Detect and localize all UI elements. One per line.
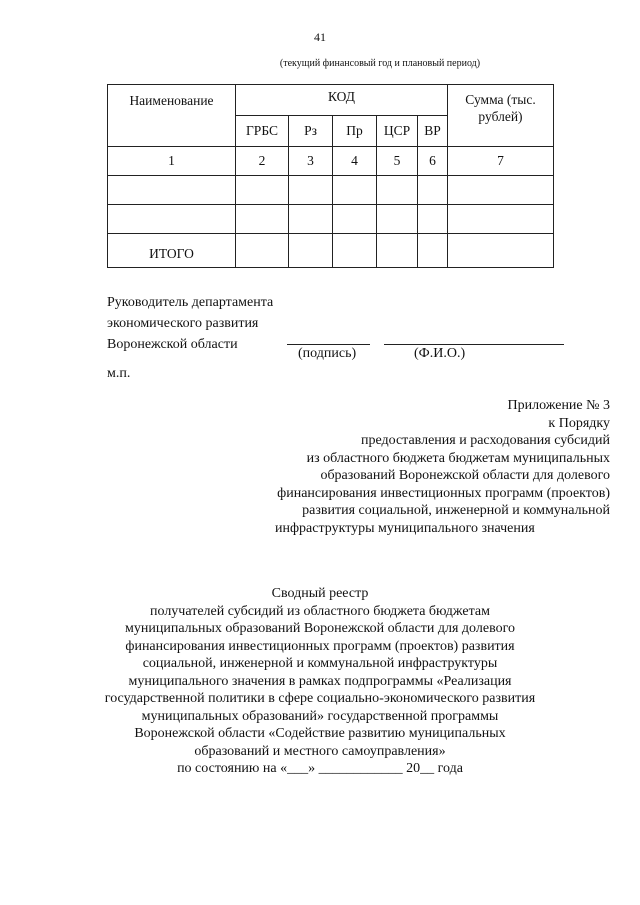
code-csr: ЦСР <box>377 116 418 147</box>
signatory-line: Воронежской области <box>107 337 238 352</box>
signature-label: (подпись) <box>298 346 357 361</box>
table-cell <box>108 176 236 205</box>
table-cell <box>236 205 289 234</box>
registry-line: Воронежской области «Содействие развитию муниципальных <box>134 726 506 741</box>
signatory-block <box>107 292 273 355</box>
col-number: 7 <box>448 147 554 176</box>
table-header-row <box>108 85 554 116</box>
header-kod: КОД <box>236 85 448 116</box>
table-total-row <box>108 234 554 268</box>
table-cell <box>289 205 333 234</box>
code-pr: Пр <box>333 116 377 147</box>
table-cell <box>333 176 377 205</box>
name-line <box>384 344 564 345</box>
code-vr: ВР <box>418 116 448 147</box>
appendix-line: предоставления и расходования субсидий <box>360 433 610 448</box>
appendix-line: Приложение № 3 <box>507 398 610 413</box>
signatory-line: экономического развития <box>107 316 259 331</box>
table-cell <box>289 234 333 268</box>
table-cell <box>418 234 448 268</box>
col-number: 2 <box>236 147 289 176</box>
table-cell <box>448 234 554 268</box>
col-number: 6 <box>418 147 448 176</box>
table-cell <box>418 205 448 234</box>
page-number: 41 <box>314 30 326 44</box>
total-label: ИТОГО <box>108 234 236 268</box>
table-cell <box>418 176 448 205</box>
stamp-placeholder: м.п. <box>107 366 131 381</box>
appendix-line: образований Воронежской области для долевого <box>320 468 610 483</box>
table-cell <box>333 234 377 268</box>
table-cell <box>108 205 236 234</box>
registry-line: образований и местного самоуправления» <box>194 743 446 759</box>
col-number: 1 <box>108 147 236 176</box>
registry-line: социальной, инженерной и коммунальной инфраструктуры <box>142 656 498 671</box>
appendix-line: из областного бюджета бюджетам муниципальных <box>306 450 610 466</box>
signature-line <box>287 344 370 345</box>
registry-line: финансирования инвестиционных программ (проектов) развития <box>125 638 515 654</box>
table-cell <box>236 176 289 205</box>
table-cell <box>289 176 333 205</box>
table-cell <box>377 176 418 205</box>
appendix-line: инфраструктуры муниципального значения <box>275 520 535 536</box>
col-number: 3 <box>289 147 333 176</box>
col-number: 4 <box>333 147 377 176</box>
name-label: (Ф.И.О.) <box>414 346 466 361</box>
registry-line: государственной политики в сфере социально-экономического развития <box>104 691 536 706</box>
table-cell <box>448 205 554 234</box>
registry-line: муниципальных образований» государственной программы <box>141 708 499 724</box>
registry-line: получателей субсидий из областного бюджета бюджетам <box>150 603 490 619</box>
table-cell <box>448 176 554 205</box>
table-empty-row <box>108 176 554 205</box>
registry-title: Сводный реестр <box>271 586 369 601</box>
registry-line: муниципальных образований Воронежской области для долевого <box>125 621 515 636</box>
registry-line: муниципального значения в рамках подпрограммы «Реализация <box>128 673 512 689</box>
table-cell <box>377 205 418 234</box>
table-numbers-row <box>108 147 554 176</box>
budget-table <box>107 84 554 268</box>
table-cell <box>377 234 418 268</box>
table-cell <box>236 234 289 268</box>
registry-date-line: по состоянию на «___» ____________ 20__ года <box>177 761 463 776</box>
col-number: 5 <box>377 147 418 176</box>
appendix-block <box>190 397 610 537</box>
table-cell <box>333 205 377 234</box>
appendix-line: развития социальной, инженерной и коммунальной <box>302 503 610 518</box>
signatory-line: Руководитель департамента <box>107 295 274 310</box>
header-sum: Сумма (тыс. рублей) <box>448 85 554 147</box>
appendix-line: финансирования инвестиционных программ (проектов) <box>277 485 610 501</box>
table-empty-row <box>108 205 554 234</box>
code-rz: Рз <box>289 116 333 147</box>
code-grbs: ГРБС <box>236 116 289 147</box>
period-note: (текущий финансовый год и плановый период) <box>279 58 481 69</box>
appendix-line: к Порядку <box>548 415 610 431</box>
header-name: Наименование <box>108 85 236 147</box>
registry-title-block <box>100 585 540 778</box>
